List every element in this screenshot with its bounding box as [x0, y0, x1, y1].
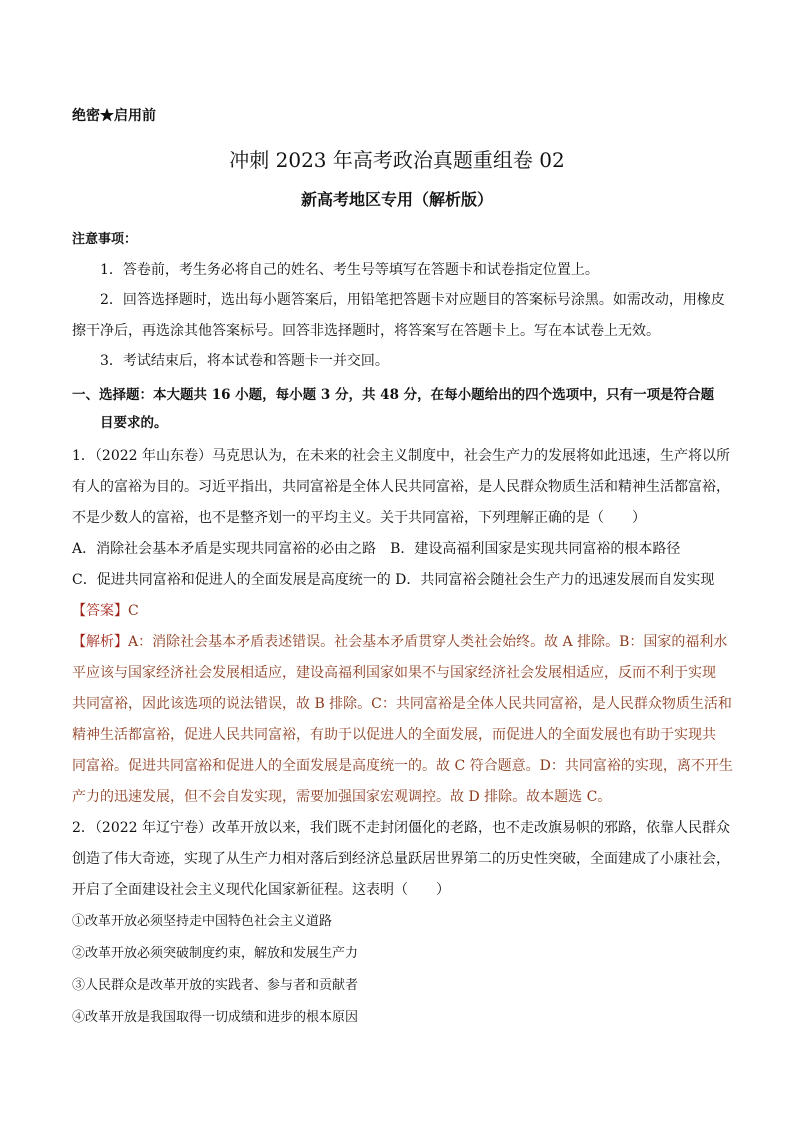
notes-heading: 注意事项： — [72, 232, 138, 247]
q2-option: ④改革开放是我国取得一切成绩和进步的根本原因 — [72, 1010, 359, 1025]
note-item: 1．答卷前，考生务必将自己的姓名、考生号等填写在答题卡和试卷指定位置上。 — [100, 262, 599, 278]
q1-analysis: 精神生活都富裕，促进人民共同富裕，有助于以促进人的全面发展，而促进人的全面发展也有助于实现共 — [72, 727, 716, 743]
analysis-label: 【解析】 — [72, 634, 128, 650]
q2-option: ③人民群众是改革开放的实践者、参与者和贡献者 — [72, 978, 359, 993]
q1-answer — [72, 601, 139, 621]
page-title: 冲刺 2023 年高考政治真题重组卷 02 — [229, 148, 565, 172]
q1-option: C．促进共同富裕和促进人的全面发展是高度统一的 D．共同富裕会随社会生产力的迅速发展而自发实现 — [72, 572, 715, 588]
note-item: 3．考试结束后，将本试卷和答题卡一并交回。 — [100, 353, 389, 369]
section-heading-cont: 目要求的。 — [100, 415, 168, 431]
answer-label: 【答案】 — [72, 603, 128, 619]
note-item: 擦干净后，再选涂其他答案标号。回答非选择题时，将答案写在答题卡上。写在本试卷上无效。 — [72, 323, 660, 339]
page-subtitle: 新高考地区专用（解析版） — [300, 190, 493, 209]
q1-analysis: 同富裕。促进共同富裕和促进人的全面发展是高度统一的。故 C 符合题意。D：共同富裕的实现，离不开生 — [72, 758, 733, 774]
answer-value: C — [128, 603, 139, 619]
q2-option: ①改革开放必须坚持走中国特色社会主义道路 — [72, 914, 333, 929]
q1-stem: 不是少数人的富裕，也不是整齐划一的平均主义。关于共同富裕，下列理解正确的是（ ） — [72, 510, 646, 526]
q2-option: ②改革开放必须突破制度约束，解放和发展生产力 — [72, 946, 359, 961]
note-item: 2．回答选择题时，选出每小题答案后，用铅笔把答题卡对应题目的答案标号涂黑。如需改动，用橡皮 — [100, 292, 725, 308]
q1-stem: 有人的富裕为目的。习近平指出，共同富裕是全体人民共同富裕，是人民群众物质生活和精神生活都富裕， — [72, 479, 730, 495]
q1-analysis: 平应该与国家经济社会发展相适应，建设高福利国家如果不与国家经济社会发展相适应，反而不利于实现 — [72, 665, 716, 681]
q1-analysis: 共同富裕，因此该选项的说法错误，故 B 排除。C：共同富裕是全体人民共同富裕，是人民群众物质生活和 — [72, 696, 732, 712]
q2-stem: 2．（2022 年辽宁卷）改革开放以来，我们既不走封闭僵化的老路，也不走改旗易帜的邪路，依靠人民群众 — [72, 820, 730, 836]
q1-analysis: 产力的迅速发展，但不会自发实现，需要加强国家宏观调控。故 D 排除。故本题选 C。 — [72, 789, 612, 805]
q2-stem: 创造了伟大奇迹，实现了从生产力相对落后到经济总量跃居世界第二的历史性突破，全面建成了小康社会， — [72, 851, 730, 867]
q1-stem: 1．（2022 年山东卷）马克思认为，在未来的社会主义制度中，社会生产力的发展将如此迅速，生产将以所 — [72, 448, 730, 464]
q1-analysis — [72, 632, 727, 652]
q2-stem: 开启了全面建设社会主义现代化国家新征程。这表明（ ） — [72, 882, 450, 898]
section-heading: 一、选择题：本大题共 16 小题，每小题 3 分，共 48 分，在每小题给出的四个选项中，只有一项是符合题 — [72, 387, 715, 403]
secret-mark: 绝密★启用前 — [72, 108, 156, 124]
q1-option: A．消除社会基本矛盾是实现共同富裕的必由之路 B．建设高福利国家是实现共同富裕的根本路径 — [72, 541, 681, 557]
analysis-text: A：消除社会基本矛盾表述错误。社会基本矛盾贯穿人类社会始终。故 A 排除。B：国家的福利水 — [128, 634, 728, 650]
